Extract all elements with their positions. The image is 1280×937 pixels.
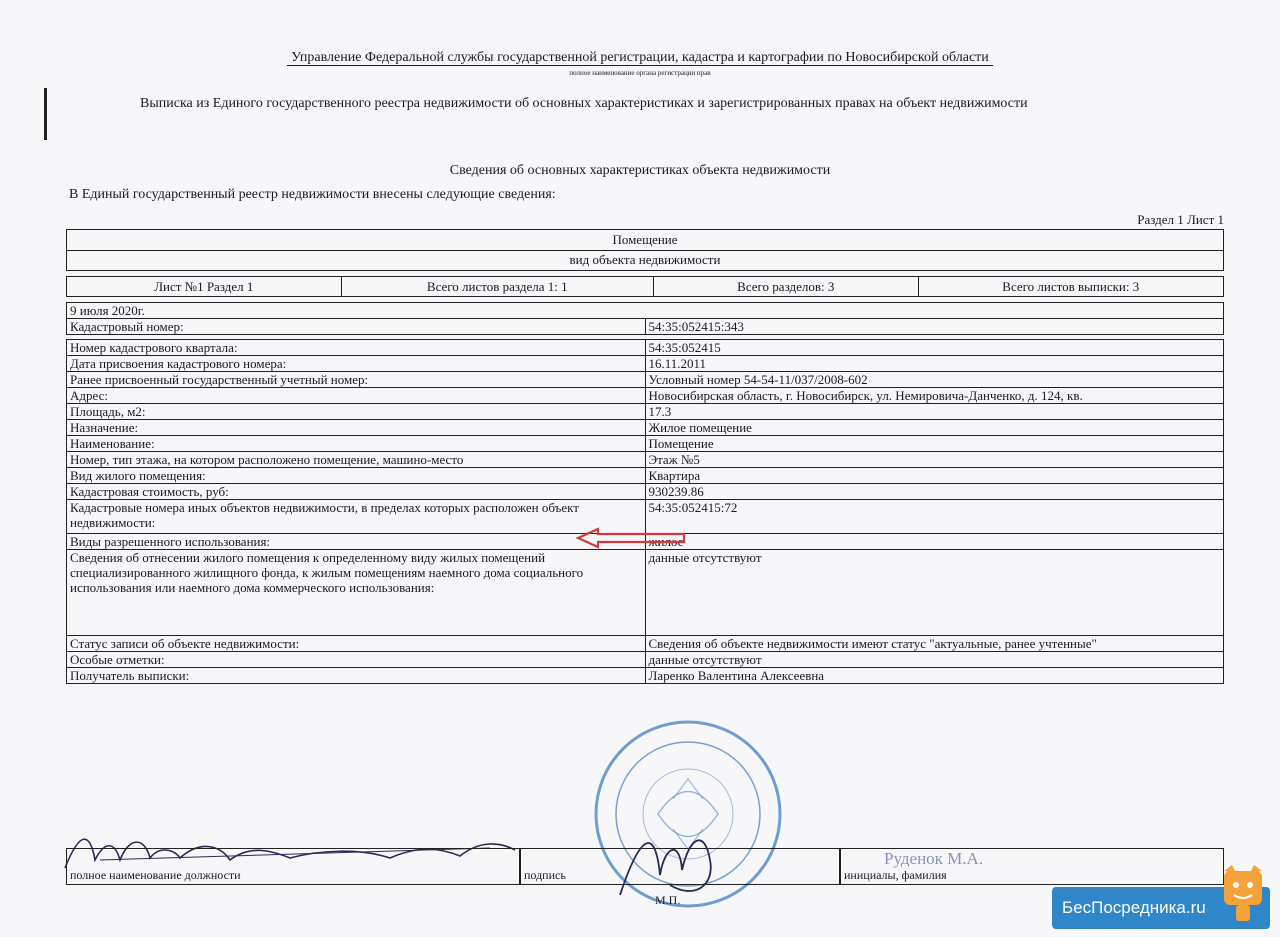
table-row: Дата присвоения кадастрового номера: 16.11.2011 xyxy=(67,356,1224,372)
table-row: Сведения об отнесении жилого помещения к определенному виду жилых помещений специализированного жилищного фонда, к жилым помещениям наемного дома социального использования или наемного дома коммерческого использования: данные отсутствуют xyxy=(67,550,1224,636)
table-row: Виды разрешенного использования: жилое xyxy=(67,534,1224,550)
table-row: Номер кадастрового квартала: 54:35:052415 xyxy=(67,340,1224,356)
sheet-mark: Раздел 1 Лист 1 xyxy=(1137,212,1224,227)
section-sheets: Всего листов раздела 1: 1 xyxy=(342,277,654,296)
cadastral-row xyxy=(67,319,1224,335)
object-type-box xyxy=(66,229,1224,271)
table-row: Получатель выписки: Ларенко Валентина Алексеевна xyxy=(67,668,1224,684)
date: 9 июля 2020г. xyxy=(67,303,1224,319)
extract-sheets-total: Всего листов выписки: 3 xyxy=(1002,279,1140,294)
agency-caption: полное наименование органа регистрации прав xyxy=(569,69,711,77)
cadastral-label: Кадастровый номер: xyxy=(67,319,646,335)
name-caption: инициалы, фамилия xyxy=(844,868,947,882)
sections-total: Всего разделов: 3 xyxy=(654,277,919,296)
position-caption: полное наименование должности xyxy=(70,868,241,882)
seal-place: М.П. xyxy=(655,893,681,907)
table-row: Кадастровые номера иных объектов недвижимости, в пределах которых расположен объект недвижимости: 54:35:052415:72 xyxy=(67,500,1224,534)
object-type-caption: вид объекта недвижимости xyxy=(569,252,721,267)
signer-initials: Руденок М.А. xyxy=(884,849,984,868)
signature-icon xyxy=(610,815,730,910)
sheet-bar xyxy=(66,276,1224,297)
table-row: Номер, тип этажа, на котором расположено помещение, машино-место Этаж №5 xyxy=(67,452,1224,468)
table-row: Вид жилого помещения: Квартира xyxy=(67,468,1224,484)
date-row xyxy=(67,303,1224,319)
table-row: Площадь, м2: 17.3 xyxy=(67,404,1224,420)
table-row: Ранее присвоенный государственный учетный номер: Условный номер 54-54-11/037/2008-602 xyxy=(67,372,1224,388)
table-row: Особые отметки: данные отсутствуют xyxy=(67,652,1224,668)
cadastral-value: 54:35:052415:343 xyxy=(645,319,1224,335)
sheet-number: Лист №1 Раздел 1 xyxy=(67,277,342,296)
position-cell xyxy=(66,848,520,885)
sign-caption: подпись xyxy=(524,868,566,882)
agency-name xyxy=(0,50,1280,66)
arrow-left-icon xyxy=(576,527,688,549)
fox-mascot-icon xyxy=(1218,865,1268,925)
table-row: Кадастровая стоимость, руб: 930239.86 xyxy=(67,484,1224,500)
properties-table xyxy=(66,302,1224,684)
extract-title: Выписка из Единого государственного реестра недвижимости об основных характеристиках и зарегистрированных правах на объект недвижимости xyxy=(140,96,1028,111)
object-type: Помещение xyxy=(612,232,678,247)
table-row: Статус записи об объекте недвижимости: Сведения об объекте недвижимости имеют статус "актуальные, ранее учтенные" xyxy=(67,636,1224,652)
agency-text: Управление Федеральной службы государственной регистрации, кадастра и картографии по Новосибирской области xyxy=(287,50,993,66)
margin-mark xyxy=(44,88,47,140)
site-watermark: БесПосредника.ru xyxy=(1052,887,1270,929)
table-row: Наименование: Помещение xyxy=(67,436,1224,452)
table-row: Адрес: Новосибирская область, г. Новосибирск, ул. Немировича-Данченко, д. 124, кв. xyxy=(67,388,1224,404)
table-row: Назначение: Жилое помещение xyxy=(67,420,1224,436)
intro-text: В Единый государственный реестр недвижимости внесены следующие сведения: xyxy=(69,187,556,202)
section-title: Сведения об основных характеристиках объекта недвижимости xyxy=(449,163,831,178)
